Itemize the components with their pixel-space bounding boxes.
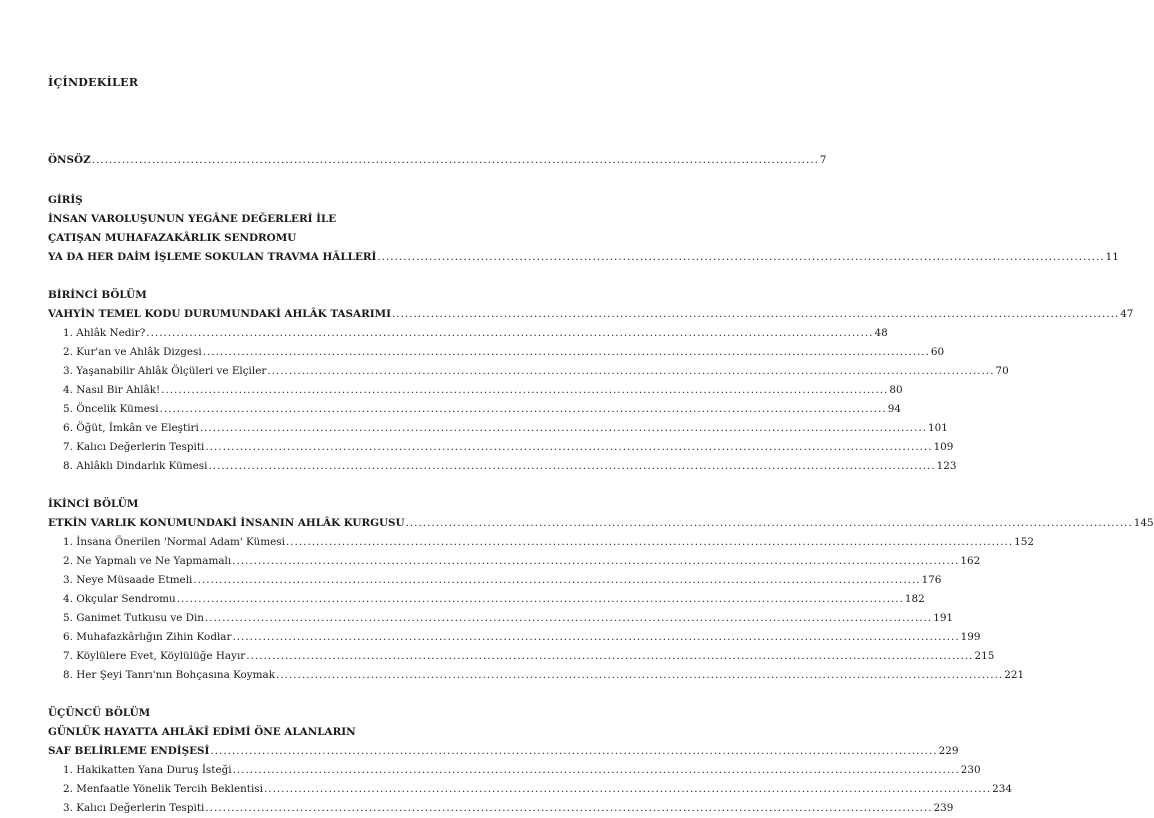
toc-entry[interactable] xyxy=(48,438,954,457)
dot-leader xyxy=(177,590,904,609)
toc-entry-page: 239 xyxy=(933,802,954,814)
toc-entry-title: 1. Ahlâk Nedir? xyxy=(63,327,146,339)
toc-entry[interactable] xyxy=(48,628,981,647)
dot-leader xyxy=(203,343,930,362)
toc-entry[interactable] xyxy=(48,362,1009,381)
dot-leader xyxy=(246,647,973,666)
toc-entry-page: 48 xyxy=(874,327,888,339)
dot-leader xyxy=(208,457,935,476)
toc-entry[interactable] xyxy=(48,343,945,362)
section-gap xyxy=(48,267,426,286)
dot-leader xyxy=(233,761,960,780)
toc-entry[interactable] xyxy=(48,590,925,609)
toc-entry-page: 123 xyxy=(936,460,957,472)
toc-entry-title: 8. Ahlâklı Dindarlık Kümesi xyxy=(63,460,208,472)
toc-entry-page: 11 xyxy=(1105,251,1119,263)
toc-entry-title: 6. Öğüt, İmkân ve Eleştiri xyxy=(63,422,199,434)
toc-entry[interactable] xyxy=(48,780,1013,799)
toc-entry-title: ETKİN VARLIK KONUMUNDAKİ İNSANIN AHLÂK KURGUSU xyxy=(48,517,405,529)
section-gap xyxy=(48,170,426,191)
table-of-contents xyxy=(48,151,1154,818)
giris-heading-line: ÇATIŞAN MUHAFAZAKÂRLIK SENDROMU xyxy=(48,232,297,244)
toc-entry-page: 191 xyxy=(933,612,954,624)
toc-entry[interactable] xyxy=(48,400,901,419)
toc-entry[interactable] xyxy=(48,533,1034,552)
toc-entry-page: 7 xyxy=(819,154,827,166)
toc-entry-page: 94 xyxy=(887,403,901,415)
toc-entry-page: 80 xyxy=(889,384,903,396)
toc-entry[interactable] xyxy=(48,647,995,666)
toc-entry-title: 1. Hakikatten Yana Duruş İsteği xyxy=(63,764,232,776)
toc-entry[interactable] xyxy=(48,609,954,628)
section-label: İKİNCİ BÖLÜM xyxy=(48,498,139,510)
section-label-giris: GİRİŞ xyxy=(48,194,83,206)
toc-entry[interactable] xyxy=(48,419,948,438)
section-label: BİRİNCİ BÖLÜM xyxy=(48,289,147,301)
dot-leader xyxy=(377,248,1104,267)
toc-entry-page: 230 xyxy=(960,764,981,776)
toc-entry-page: 215 xyxy=(974,650,995,662)
toc-entry-title: 6. Muhafazkârlığın Zihin Kodlar xyxy=(63,631,232,643)
toc-entry-title: 4. Nasıl Bir Ahlâk! xyxy=(63,384,161,396)
toc-entry-title: SAF BELİRLEME ENDİŞESİ xyxy=(48,745,210,757)
toc-entry[interactable] xyxy=(48,799,954,818)
dot-leader xyxy=(205,438,932,457)
toc-entry-section-heading[interactable] xyxy=(48,305,1134,324)
toc-entry-page: 60 xyxy=(930,346,945,358)
toc-entry[interactable] xyxy=(48,666,1025,685)
toc-entry-page: 176 xyxy=(921,574,942,586)
dot-leader xyxy=(406,514,1133,533)
toc-entry-page: 101 xyxy=(928,422,948,434)
toc-entry[interactable] xyxy=(48,381,903,400)
toc-entry-page: 145 xyxy=(1133,517,1154,529)
dot-leader xyxy=(161,381,888,400)
dot-leader xyxy=(205,609,932,628)
dot-leader xyxy=(146,324,873,343)
dot-leader xyxy=(193,571,920,590)
toc-entry-title: YA DA HER DAİM İŞLEME SOKULAN TRAVMA HÂLLERİ xyxy=(48,251,377,263)
toc-entry-title: 5. Öncelik Kümesi xyxy=(63,403,159,415)
toc-entry[interactable] xyxy=(48,761,981,780)
toc-entry-page: 109 xyxy=(933,441,954,453)
dot-leader xyxy=(205,799,932,818)
dot-leader xyxy=(264,780,991,799)
toc-entry-page: 70 xyxy=(995,365,1009,377)
toc-entry-title: 3. Kalıcı Değerlerin Tespiti xyxy=(63,802,205,814)
section-label: ÜÇÜNCÜ BÖLÜM xyxy=(48,707,151,719)
dot-leader xyxy=(392,305,1119,324)
toc-entry[interactable] xyxy=(48,324,888,343)
toc-entry-title: 8. Her Şeyi Tanrı'nın Bohçasına Koymak xyxy=(63,669,276,681)
dot-leader xyxy=(160,400,887,419)
toc-entry-giris[interactable] xyxy=(48,248,1119,267)
toc-entry[interactable] xyxy=(48,571,942,590)
dot-leader xyxy=(92,151,819,170)
toc-entry-page: 229 xyxy=(938,745,959,757)
toc-entry-title: 2. Ne Yapmalı ve Ne Yapmamalı xyxy=(63,555,232,567)
toc-entry-title: 1. İnsana Önerilen 'Normal Adam' Kümesi xyxy=(63,536,285,548)
toc-entry-onsoz[interactable] xyxy=(48,151,827,170)
toc-entry-section-heading[interactable] xyxy=(48,514,1154,533)
toc-entry-title: 2. Kur'an ve Ahlâk Dizgesi xyxy=(63,346,202,358)
giris-heading-line: İNSAN VAROLUŞUNUN YEGÂNE DEĞERLERİ İLE xyxy=(48,213,337,225)
toc-entry-section-heading[interactable] xyxy=(48,742,959,761)
dot-leader xyxy=(232,628,959,647)
toc-entry-title: 7. Köylülere Evet, Köylülüğe Hayır xyxy=(63,650,246,662)
section-gap xyxy=(48,476,426,495)
toc-entry[interactable] xyxy=(48,552,981,571)
section-gap xyxy=(48,685,426,704)
section-heading-line: GÜNLÜK HAYATTA AHLÂKÎ EDİMİ ÖNE ALANLARIN xyxy=(48,726,356,738)
toc-entry-title: ÖNSÖZ xyxy=(48,154,91,166)
toc-entry-page: 234 xyxy=(992,783,1013,795)
toc-entry-title: 3. Yaşanabilir Ahlâk Ölçüleri ve Elçiler xyxy=(63,365,267,377)
toc-entry-page: 47 xyxy=(1120,308,1134,320)
toc-sections xyxy=(48,267,1154,818)
toc-entry-title: 2. Menfaatle Yönelik Tercih Beklentisi xyxy=(63,783,263,795)
toc-entry-page: 182 xyxy=(904,593,925,605)
page-title: İÇİNDEKİLER xyxy=(48,76,139,89)
dot-leader xyxy=(210,742,937,761)
dot-leader xyxy=(286,533,1013,552)
toc-entry-page: 221 xyxy=(1004,669,1025,681)
toc-entry-title: 4. Okçular Sendromu xyxy=(63,593,176,605)
dot-leader xyxy=(232,552,959,571)
dot-leader xyxy=(276,666,1003,685)
toc-entry-title: 7. Kalıcı Değerlerin Tespiti xyxy=(63,441,205,453)
toc-entry-page: 199 xyxy=(960,631,981,643)
toc-entry-title: 5. Ganimet Tutkusu ve Din xyxy=(63,612,204,624)
toc-entry-page: 152 xyxy=(1014,536,1034,548)
dot-leader xyxy=(200,419,927,438)
toc-entry[interactable] xyxy=(48,457,957,476)
toc-entry-title: 3. Neye Müsaade Etmeli xyxy=(63,574,193,586)
dot-leader xyxy=(267,362,994,381)
toc-entry-page: 162 xyxy=(960,555,981,567)
toc-entry-title: VAHYİN TEMEL KODU DURUMUNDAKİ AHLÂK TASARIMI xyxy=(48,308,391,320)
